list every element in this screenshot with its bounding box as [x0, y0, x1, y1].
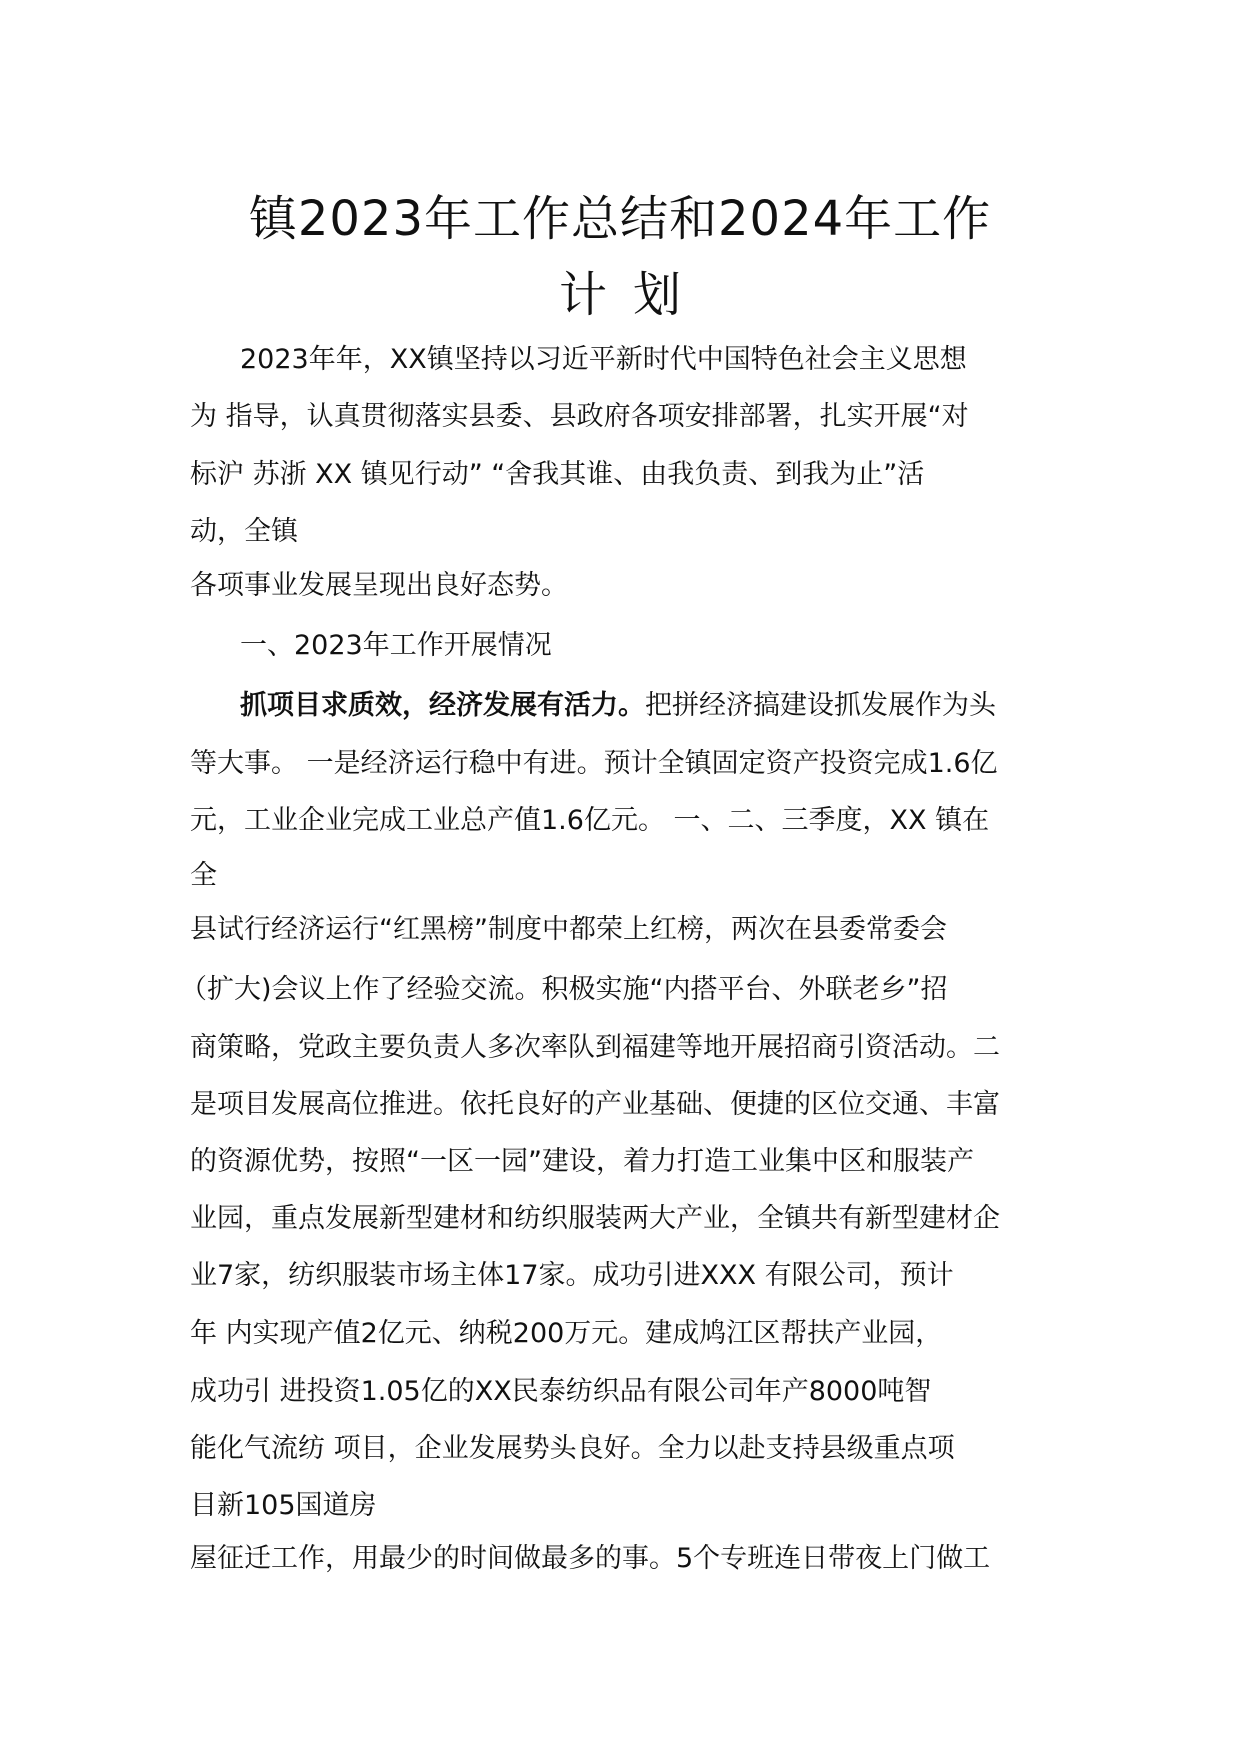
document-title-line-1: 镇2023年工作总结和2024年工作	[248, 191, 992, 247]
paragraph-2-line-5: 县试行经济运行“红黑榜”制度中都荣上红榜，两次在县委常委会	[190, 914, 947, 945]
paragraph-1-line-2: 为 指导，认真贯彻落实县委、县政府各项安排部署，扎实开展“对	[190, 401, 969, 432]
paragraph-2-line-3: 元，工业企业完成工业总产值1.6亿元。 一、二、三季度，XX 镇在	[190, 805, 990, 836]
paragraph-1-line-5: 各项事业发展呈现出良好态势。	[190, 570, 568, 601]
section-heading-1: 一、2023年工作开展情况	[240, 630, 552, 661]
paragraph-1-line-4: 动，全镇	[190, 516, 298, 547]
paragraph-2-line-16: 屋征迁工作，用最少的时间做最多的事。5个专班连日带夜上门做工	[190, 1543, 991, 1574]
paragraph-2-line-12: 年 内实现产值2亿元、纳税200万元。建成鸠江区帮扶产业园，	[190, 1318, 943, 1349]
paragraph-1-line-1: 2023年年，XX镇坚持以习近平新时代中国特色社会主义思想	[240, 344, 967, 375]
paragraph-2-lead-rest: 把拼经济搞建设抓发展作为头	[645, 690, 996, 721]
paragraph-2-line-2: 等大事。 一是经济运行稳中有进。预计全镇固定资产投资完成1.6亿	[190, 748, 998, 779]
paragraph-2-line-6: （扩大)会议上作了经验交流。积极实施“内搭平台、外联老乡”招	[180, 974, 948, 1005]
document-title-line-2: 计划	[558, 267, 707, 323]
paragraph-2-lead-bold: 抓项目求质效，经济发展有活力。	[240, 690, 645, 721]
paragraph-2-line-7: 商策略，党政主要负责人多次率队到福建等地开展招商引资活动。二	[190, 1032, 1000, 1063]
paragraph-2-line-15: 目新105国道房	[190, 1490, 377, 1521]
paragraph-2-line-14: 能化气流纺 项目，企业发展势头良好。全力以赴支持县级重点项	[190, 1433, 955, 1464]
paragraph-1-line-3: 标沪 苏浙 XX 镇见行动” “舍我其谁、由我负责、到我为止”活	[190, 459, 925, 490]
paragraph-2-line-4: 全	[190, 860, 217, 891]
paragraph-2-line-8: 是项目发展高位推进。依托良好的产业基础、便捷的区位交通、丰富	[190, 1089, 1000, 1120]
paragraph-2-line-9: 的资源优势，按照“一区一园”建设，着力打造工业集中区和服装产	[190, 1146, 974, 1177]
paragraph-2-line-13: 成功引 进投资1.05亿的XX民泰纺织品有限公司年产8000吨智	[190, 1376, 932, 1407]
paragraph-2-line-11: 业7家，纺织服装市场主体17家。成功引进XXX 有限公司，预计	[190, 1260, 954, 1291]
paragraph-2-line-10: 业园，重点发展新型建材和纺织服装两大产业，全镇共有新型建材企	[190, 1203, 1000, 1234]
paragraph-2-line-1	[240, 690, 996, 722]
